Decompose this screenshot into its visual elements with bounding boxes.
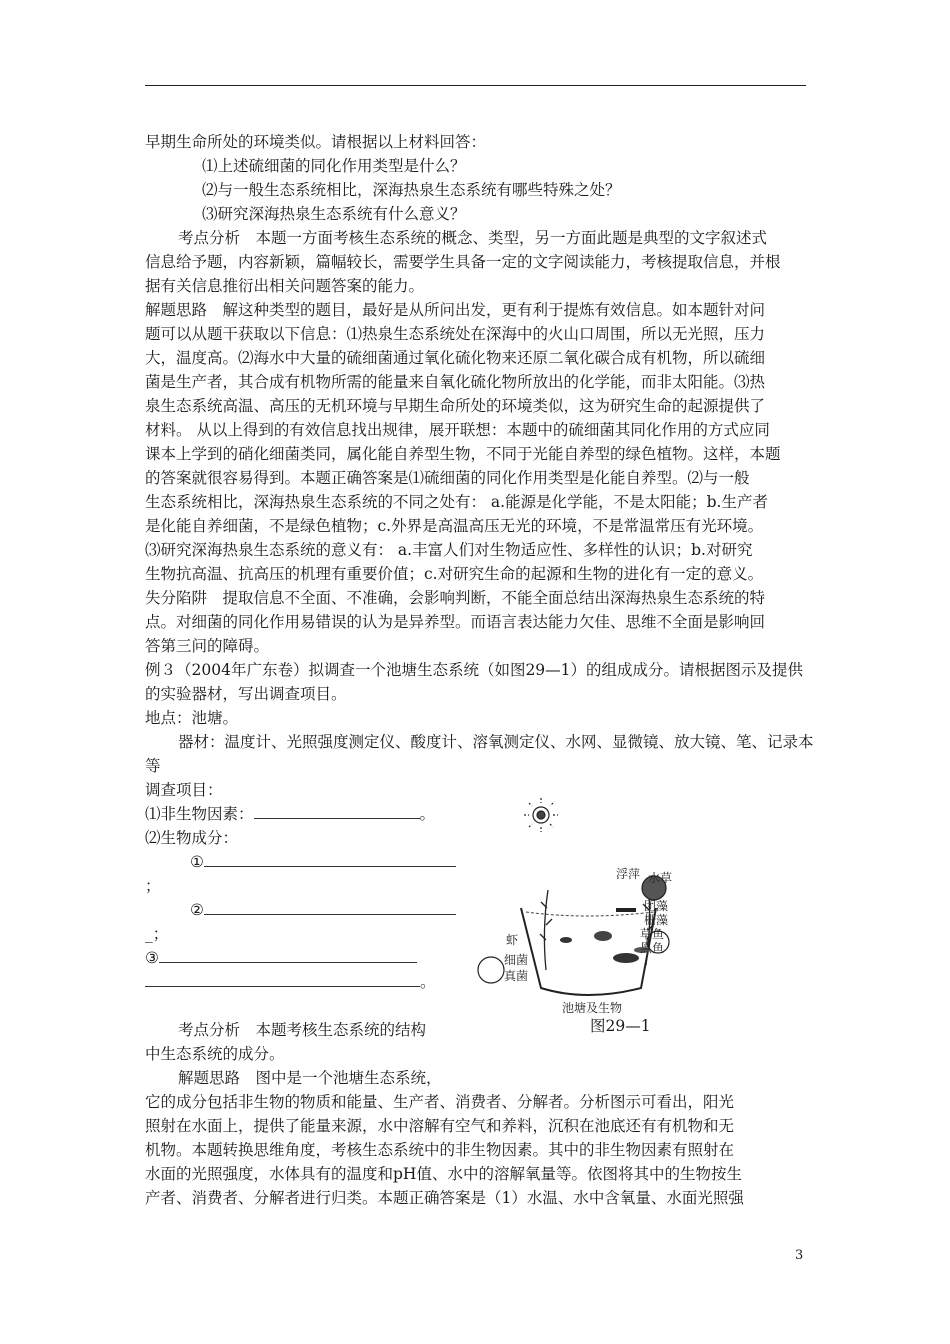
text-line: 照射在水面上，提供了能量来源，水中溶解有空气和养料，沉积在池底还有有机物和无 [145,1117,735,1135]
answer-blank[interactable] [254,803,420,819]
punct: _； [145,925,169,943]
sun-icon [524,798,558,832]
answer-label: ⑴非生物因素： [145,805,254,823]
grass-carp-icon [613,953,639,963]
answer-blank[interactable] [204,899,456,915]
label-snakehead: 黑鱼 [640,941,665,955]
label-grass-carp: 草鱼 [640,927,665,941]
question-2: ⑵与一般生态系统相比，深海热泉生态系统有哪些特殊之处？ [202,181,621,199]
answer-row-2c: ③ [145,947,417,969]
answer-label: ⑵生物成分： [145,829,239,847]
punct: ； [145,877,161,895]
answer-row-2b: ② [190,899,456,921]
text-line: ⑶研究深海热泉生态系统的意义有： a.丰富人们对生物适应性、多样性的认识；b.对研究 [145,541,753,559]
text-line: 材料。 从以上得到的有效信息找出规律，展开联想：本题中的硫细菌其同化作用的方式应同 [145,421,770,439]
label-aquatic-plant: 水草 [648,871,673,885]
shrimp-icon [560,937,572,943]
text-line: 产者、消费者、分解者进行归类。本题正确答案是（1）水温、水中含氧量、水面光照强 [145,1189,744,1207]
answer-row-1: ⑴非生物因素： 。 [145,805,436,823]
location-line: 地点：池塘。 [145,709,239,727]
text-line: 课本上学到的硝化细菌类同，属化能自养型生物，不同于光能自养型的绿色植物。这样，本题 [145,445,781,463]
text-line: 水面的光照强度，水体具有的温度和pH值、水中的溶解氧量等。依图将其中的生物按生 [145,1165,742,1183]
text-line: 菌是生产者，其合成有机物所需的能量来自氧化硫化物所放出的化学能，而非太阳能。⑶热 [145,373,766,391]
text-line: 的答案就很容易得到。本题正确答案是⑴硫细菌的同化作用类型是化能自养型。⑵与一般 [145,469,750,487]
answer-blank[interactable] [159,947,417,963]
text-line: 考点分析 本题一方面考核生态系统的概念、类型，另一方面此题是典型的文字叙述式 [178,229,768,247]
figure-caption: 图29—1 [590,1017,651,1035]
label-pond-organisms: 池塘及生物 [562,1001,623,1015]
header-rule [145,85,806,86]
text-line: 生态系统相比，深海热泉生态系统的不同之处有： a.能源是化学能，不是太阳能；b.生产者 [145,493,768,511]
label-volvox: 团藻 [644,899,669,913]
text-line: 解题思路 解这种类型的题目，最好是从所问出发，更有利于提炼有效信息。如本题针对问 [145,301,766,319]
duckweed-icon [616,908,636,912]
question-3: ⑶研究深海热泉生态系统有什么意义？ [202,205,466,223]
text-line: 生物抗高温、抗高压的机理有重要价值；c.对研究生命的起源和生物的进化有一定的意义。 [145,565,764,583]
survey-heading: 调查项目： [145,781,223,799]
answer-row-2c-cont: 。 [145,971,436,993]
label-fungi: 真菌 [504,969,529,983]
text-line: 机物。本题转换思维角度，考核生态系统中的非生物因素。其中的非生物因素有照射在 [145,1141,735,1159]
question-1: ⑴上述硫细菌的同化作用类型是什么？ [202,157,466,175]
text-line: 泉生态系统高温、高压的无机环境与早期生命所处的环境类似，这为研究生命的起源提供了 [145,397,766,415]
text-line: 是化能自养细菌，不是绿色植物；c.外界是高温高压无光的环境，不是常温常压有光环境。 [145,517,764,535]
text-line: 信息给予题，内容新颖，篇幅较长，需要学生具备一定的文字阅读能力，考核提取信息，并根 [145,253,781,271]
text-line: 的实验器材，写出调查项目。 [145,685,347,703]
page-number: 3 [795,1248,804,1263]
pond-ecosystem-figure [466,790,673,1018]
text-line: 早期生命所处的环境类似。请根据以上材料回答： [145,133,487,151]
text-line: 据有关信息推衍出相关问题答案的能力。 [145,277,425,295]
bacteria-icon [478,957,504,983]
text-line: 答第三问的障碍。 [145,637,270,655]
label-scenedesmus: 栅藻 [644,913,669,927]
text-line: 中生态系统的成分。 [145,1045,285,1063]
text-line: 题可以从题干获取以下信息：⑴热泉生态系统处在深海中的火山口周围，所以无光照，压力 [145,325,766,343]
text-line: 考点分析 本题考核生态系统的结构 [178,1021,427,1039]
text-line: 失分陷阱 提取信息不全面、不准确，会影响判断，不能全面总结出深海热泉生态系统的特 [145,589,766,607]
equipment-line: 器材：温度计、光照强度测定仪、酸度计、溶氧测定仪、水网、显微镜、放大镜、笔、记录本 [178,733,814,751]
text-line: 等 [145,757,161,775]
label-duckweed: 浮萍 [616,867,641,881]
label-bacteria: 细菌 [504,953,529,967]
text-line: 大，温度高。⑵海水中大量的硫细菌通过氧化硫化物来还原二氧化碳合成有机物，所以硫细 [145,349,766,367]
algae-icon [594,931,612,941]
answer-blank[interactable] [204,851,456,867]
text-line: 解题思路 图中是一个池塘生态系统， [178,1069,442,1087]
text-line: 点。对细菌的同化作用易错误的认为是异养型。而语言表达能力欠佳、思维不全面是影响回 [145,613,766,631]
label-shrimp: 虾 [506,933,519,947]
example-heading: 例３（2004年广东卷）拟调查一个池塘生态系统（如图29—1）的组成成分。请根据图示及提供 [145,661,804,679]
answer-blank[interactable] [145,971,420,987]
text-line: 它的成分包括非生物的物质和能量、生产者、消费者、分解者。分析图示可看出，阳光 [145,1093,735,1111]
answer-row-2a: ① [190,851,456,873]
